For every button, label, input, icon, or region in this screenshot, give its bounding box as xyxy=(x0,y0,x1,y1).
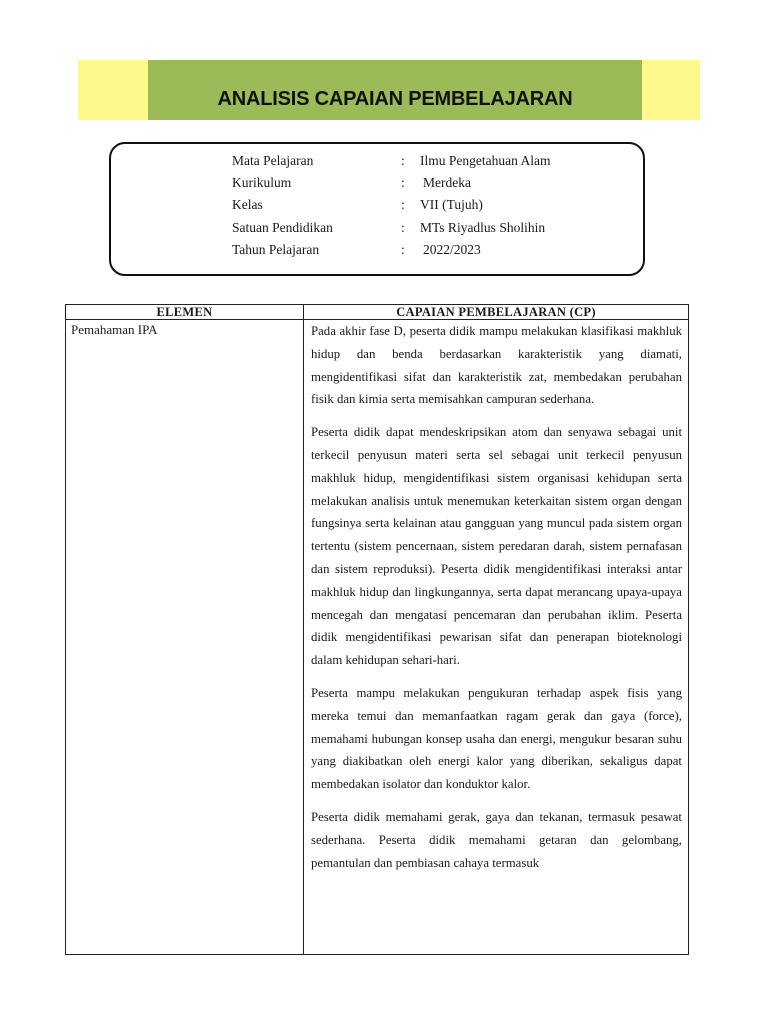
info-label: Kurikulum xyxy=(232,175,292,190)
cp-paragraph: Pada akhir fase D, peserta didik mampu melakukan klasifikasi makhluk hidup dan benda berdasarkan karakteristik yang diamati, mengidentifikasi sifat dan karakteristik zat, membedakan perubahan fisik dan kimia serta memisahkan campuran sederhana. xyxy=(311,324,682,407)
info-colon: : xyxy=(401,197,405,212)
info-colon: : xyxy=(401,175,405,190)
title-banner-green xyxy=(148,60,642,120)
header-elemen: ELEMEN xyxy=(66,305,304,320)
elemen-cell: Pemahaman IPA xyxy=(66,320,304,955)
cp-text xyxy=(311,320,682,954)
info-label: Satuan Pendidikan xyxy=(232,220,333,235)
info-label: Kelas xyxy=(232,197,263,212)
info-value: MTs Riyadlus Sholihin xyxy=(420,220,546,235)
info-box xyxy=(109,142,645,276)
info-value: Merdeka xyxy=(423,175,471,190)
cp-paragraph: Peserta didik memahami gerak, gaya dan tekanan, termasuk pesawat sederhana. Peserta didik memahami getaran dan gelombang, pemantulan dan pembiasan cahaya termasuk xyxy=(311,809,682,870)
table-header-row xyxy=(66,305,689,320)
info-colon: : xyxy=(401,153,405,168)
cp-paragraph: Peserta mampu melakukan pengukuran terhadap aspek fisis yang mereka temui dan memanfaatkan ragam gerak dan gaya (force), memahami hubungan konsep usaha dan energi, mengukur besaran suhu yang diakibatkan oleh energi kalor yang diberikan, sekaligus dapat membedakan isolator dan konduktor kalor. xyxy=(311,685,682,792)
info-value: VII (Tujuh) xyxy=(420,197,483,212)
cp-cell xyxy=(304,320,689,955)
cp-paragraph: Peserta didik dapat mendeskripsikan atom dan senyawa sebagai unit terkecil penyusun materi serta sel sebagai unit terkecil penyusun makhluk hidup, mengidentifikasi sistem organisasi kehidupan serta melakukan analisis untuk menemukan keterkaitan sistem organ dengan fungsinya serta kelainan atau gangguan yang muncul pada sistem organ tertentu (sistem pencernaan, sistem peredaran darah, sistem pernafasan dan sistem reproduksi). Peserta didik mengidentifikasi interaksi antar makhluk hidup dan lingkungannya, serta dapat merancang upaya-upaya mencegah dan mengatasi pencemaran dan perubahan iklim. Peserta didik mengidentifikasi pewarisan sifat dan penerapan bioteknologi dalam kehidupan sehari-hari. xyxy=(311,425,682,668)
header-capaian-pembelajaran: CAPAIAN PEMBELAJARAN (CP) xyxy=(304,305,689,320)
table-row xyxy=(66,320,689,955)
page-title: ANALISIS CAPAIAN PEMBELAJARAN xyxy=(217,88,573,110)
info-colon: : xyxy=(401,220,405,235)
info-label: Mata Pelajaran xyxy=(232,153,314,168)
info-label: Tahun Pelajaran xyxy=(232,242,320,257)
info-value: Ilmu Pengetahuan Alam xyxy=(420,153,551,168)
info-colon: : xyxy=(401,242,405,257)
title-banner xyxy=(78,60,700,120)
cp-table xyxy=(65,304,689,955)
info-value: 2022/2023 xyxy=(423,242,481,257)
